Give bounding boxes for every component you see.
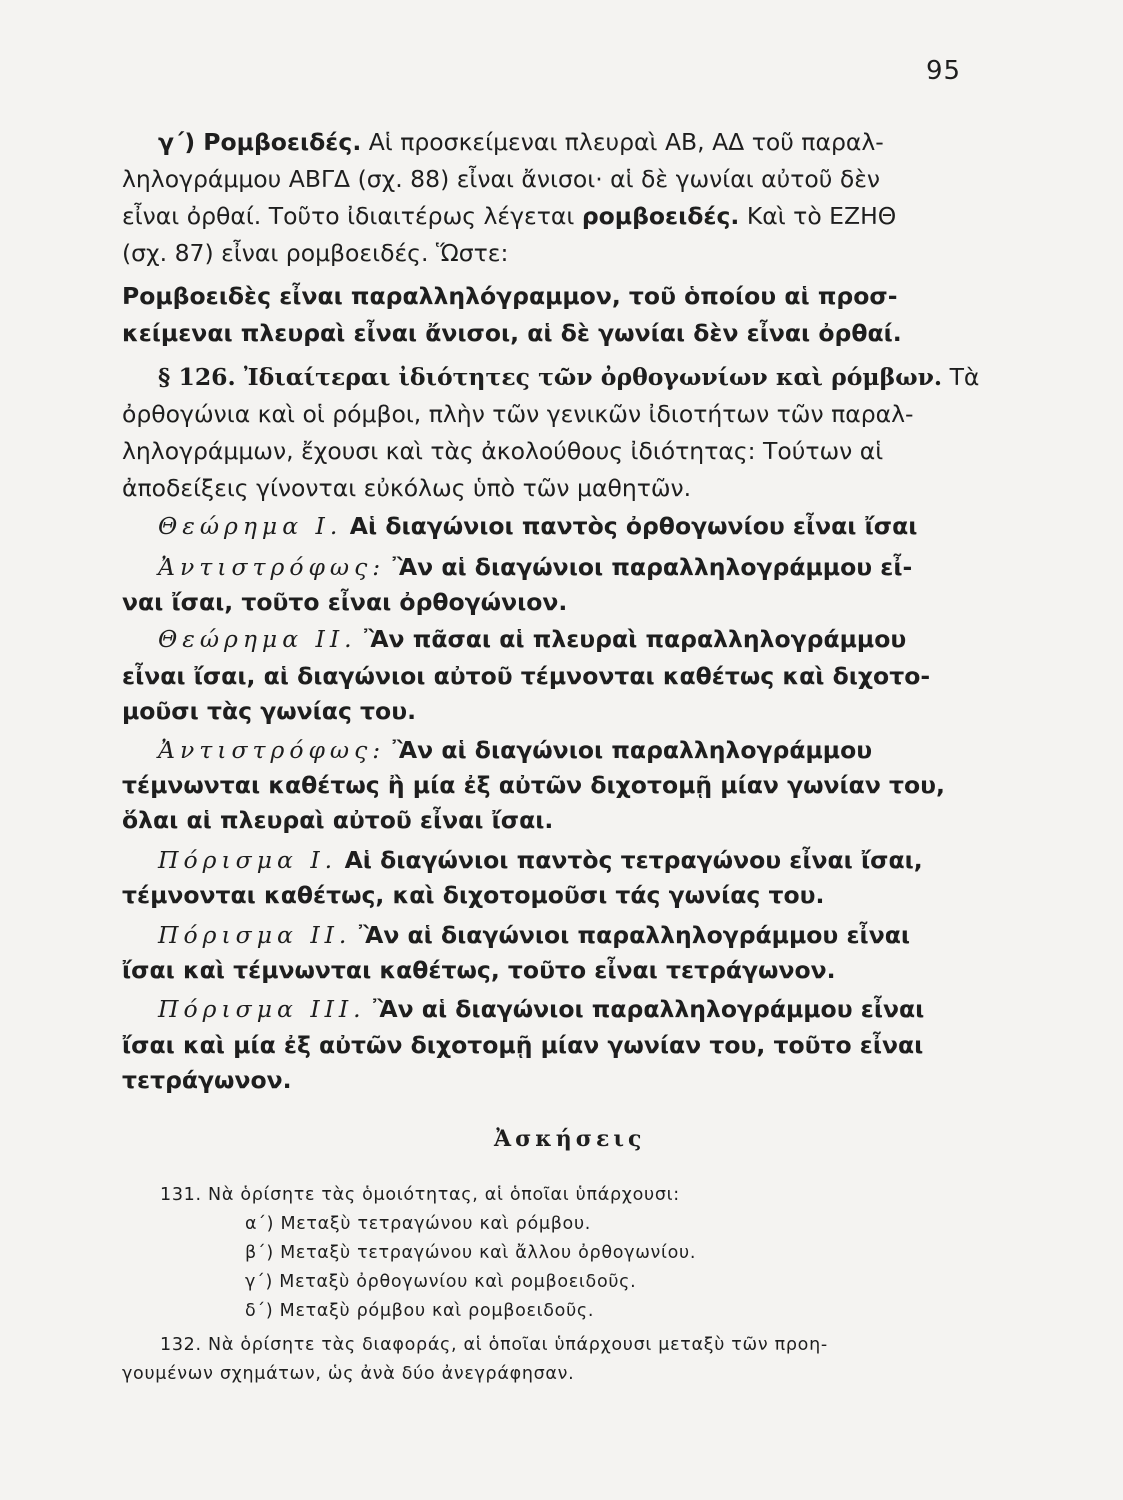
- section-126-line-2: ὀρθογώνια καὶ οἱ ρόμβοι, πλὴν τῶν γενικῶν ἰδιοτήτων τῶν παραλ-: [122, 400, 914, 428]
- rhomboid-paragraph-line-1: γ΄) Ρομβοειδές. Αἱ προσκείμεναι πλευραὶ ΑΒ, ΑΔ τοῦ παραλ-: [158, 128, 884, 156]
- exercise-131: 131. Νὰ ὁρίσητε τὰς ὁμοιότητας, αἱ ὁποῖαι ὑπάρχουσι:: [160, 1185, 680, 1205]
- theorem-1: Θεώρημα Ι. Αἱ διαγώνιοι παντὸς ὀρθογωνίου εἶναι ἴσαι: [158, 512, 918, 540]
- theorem-2-converse-label: Ἀντιστρόφως:: [158, 736, 386, 764]
- theorem-2-line-2: εἶναι ἴσαι, αἱ διαγώνιοι αὐτοῦ τέμνονται καθέτως καὶ διχοτο-: [122, 662, 931, 690]
- rhomboid-paragraph-line-4: (σχ. 87) εἶναι ρομβοειδές. Ὥστε:: [122, 239, 509, 267]
- rhomboid-label: γ΄) Ρομβοειδές.: [158, 128, 362, 156]
- corollary-2-line-1: Πόρισμα ΙΙ. Ἂν αἱ διαγώνιοι παραλληλογράμμου εἶναι: [158, 921, 911, 949]
- corollary-2-label: Πόρισμα ΙΙ.: [158, 921, 352, 949]
- exercise-131-d: δ΄) Μεταξὺ ρόμβου καὶ ρομβοειδοῦς.: [245, 1301, 595, 1321]
- corollary-1-label: Πόρισμα Ι.: [158, 846, 338, 874]
- rhomboid-definition-line-2: κείμεναι πλευραὶ εἶναι ἄνισοι, αἱ δὲ γωνίαι δὲν εἶναι ὀρθαί.: [122, 319, 902, 347]
- section-126-line-3: ληλογράμμων, ἔχουσι καὶ τὰς ἀκολούθους ἰδιότητας: Τούτων αἱ: [122, 437, 884, 465]
- corollary-1-line-2: τέμνονται καθέτως, καὶ διχοτομοῦσι τάς γωνίας του.: [122, 881, 825, 909]
- exercise-131-b: β΄) Μεταξὺ τετραγώνου καὶ ἄλλου ὀρθογωνίου.: [245, 1243, 697, 1263]
- corollary-1-line-1: Πόρισμα Ι. Αἱ διαγώνιοι παντὸς τετραγώνου εἶναι ἴσαι,: [158, 846, 923, 874]
- theorem-1-label: Θεώρημα Ι.: [158, 512, 343, 540]
- section-126-line-1: § 126. Ἰδιαίτεραι ἰδιότητες τῶν ὀρθογωνίων καὶ ρόμβων. Τὰ: [158, 363, 980, 391]
- corollary-3-line-2: ἴσαι καὶ μία ἐξ αὐτῶν διχοτομῇ μίαν γωνίαν του, τοῦτο εἶναι: [122, 1031, 924, 1059]
- theorem-2-converse-line-2: τέμνωνται καθέτως ἢ μία ἐξ αὐτῶν διχοτομῇ μίαν γωνίαν του,: [122, 771, 945, 799]
- corollary-2-line-2: ἴσαι καὶ τέμνωνται καθέτως, τοῦτο εἶναι τετράγωνον.: [122, 956, 836, 984]
- exercises-heading: Ἀσκήσεις: [494, 1126, 646, 1152]
- rhomboid-paragraph-line-3: εἶναι ὀρθαί. Τοῦτο ἰδιαιτέρως λέγεται ρομβοειδές. Καὶ τὸ ΕΖΗΘ: [122, 202, 897, 230]
- section-126-title: § 126. Ἰδιαίτεραι ἰδιότητες τῶν ὀρθογωνίων καὶ ρόμβων.: [158, 363, 943, 391]
- exercise-132-line-1: 132. Νὰ ὁρίσητε τὰς διαφοράς, αἱ ὁποῖαι ὑπάρχουσι μεταξὺ τῶν προη-: [160, 1335, 828, 1355]
- theorem-1-converse-line-1: Ἀντιστρόφως: Ἂν αἱ διαγώνιοι παραλληλογράμμου εἶ-: [158, 553, 913, 581]
- theorem-1-converse-line-2: ναι ἴσαι, τοῦτο εἶναι ὀρθογώνιον.: [122, 588, 568, 616]
- exercise-132-line-2: γουμένων σχημάτων, ὡς ἀνὰ δύο ἀνεγράφησαν.: [122, 1364, 575, 1384]
- theorem-2-converse-line-1: Ἀντιστρόφως: Ἂν αἱ διαγώνιοι παραλληλογράμμου: [158, 736, 873, 764]
- rhomboid-paragraph-line-2: ληλογράμμου ΑΒΓΔ (σχ. 88) εἶναι ἄνισοι· αἱ δὲ γωνίαι αὐτοῦ δὲν: [122, 165, 881, 193]
- exercise-131-a: α΄) Μεταξὺ τετραγώνου καὶ ρόμβου.: [245, 1214, 592, 1234]
- corollary-3-line-1: Πόρισμα ΙΙΙ. Ἂν αἱ διαγώνιοι παραλληλογράμμου εἶναι: [158, 995, 925, 1023]
- theorem-2-label: Θεώρημα ΙΙ.: [158, 625, 357, 653]
- exercise-131-c: γ΄) Μεταξὺ ὀρθογωνίου καὶ ρομβοειδοῦς.: [245, 1272, 637, 1292]
- page-number: 95: [926, 56, 962, 86]
- theorem-2-line-3: μοῦσι τὰς γωνίας του.: [122, 697, 416, 725]
- rhomboid-definition-line-1: Ρομβοειδὲς εἶναι παραλληλόγραμμον, τοῦ ὁποίου αἱ προσ-: [122, 282, 898, 310]
- theorem-2-converse-line-3: ὅλαι αἱ πλευραὶ αὐτοῦ εἶναι ἴσαι.: [122, 806, 554, 834]
- corollary-3-line-3: τετράγωνον.: [122, 1066, 292, 1094]
- section-126-line-4: ἀποδείξεις γίνονται εὐκόλως ὑπὸ τῶν μαθητῶν.: [122, 474, 692, 502]
- theorem-2-line-1: Θεώρημα ΙΙ. Ἂν πᾶσαι αἱ πλευραὶ παραλληλογράμμου: [158, 625, 907, 653]
- theorem-1-converse-label: Ἀντιστρόφως:: [158, 553, 386, 581]
- corollary-3-label: Πόρισμα ΙΙΙ.: [158, 995, 366, 1023]
